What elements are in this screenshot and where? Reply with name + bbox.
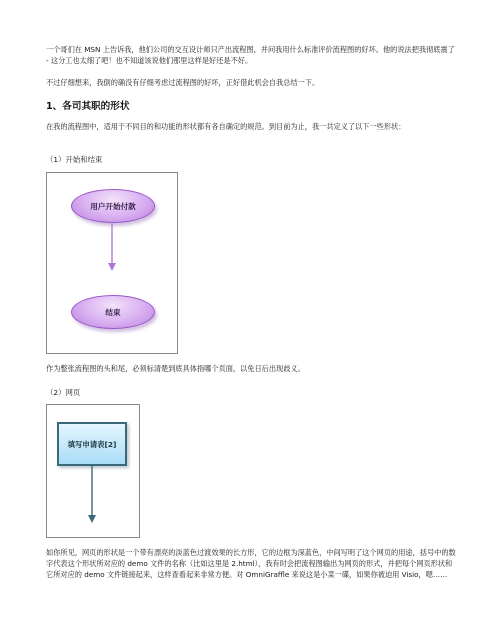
webpage-figure (46, 404, 140, 538)
intro-paragraph: 一个哥们在 MSN 上告诉我，他们公司的交互设计师只产出流程图，并问我用什么标准评价流程图的好坏。他的说法把我彻底震了 - 这分工也太细了吧！也不知道该说他们那里这样是好还是不好。 (46, 45, 455, 65)
subsection-start-end: （1）开始和结束 (46, 155, 103, 164)
section-heading: 1、各司其职的形状 (46, 101, 130, 112)
section-paragraph: 在我的流程图中，适用于不同目的和功能的形状都有各自确定的规范。到目前为止，我一共定义了以下一些形状： (46, 122, 406, 131)
webpage-shape: 填写申请表[2] (57, 422, 127, 466)
start-end-figure (46, 172, 178, 354)
flow-arrow (47, 405, 139, 537)
start-ellipse: 用户开始付款 (71, 189, 155, 223)
caption-webpage: 如你所见，网页的形状是一个带有漂亮的淡蓝色过渡效果的长方形，它的边框为深蓝色，中间写明了这个网页的用途，括号中的数字代表这个形状所对应的 demo 文件的名称（比如这里是 2.html），我有时会把流程图输出为网页的形式，并把每个网页形状和它所对应的 demo 文件链接起来，这样查看起来非常方便。对 OmniGraffle 来说这是小菜一碟，如果你被迫用 Visio，嗯…… (46, 548, 456, 579)
reflection-paragraph: 不过仔细想来，我倒的确没有仔细考虑过流程图的好坏，正好借此机会自我总结一下。 (46, 78, 320, 87)
subsection-webpage: （2）网页 (46, 388, 81, 397)
end-ellipse: 结束 (71, 295, 155, 329)
caption-start-end: 作为整张流程图的头和尾，必须标清楚到底具体指哪个页面，以免日后出现歧义。 (46, 364, 305, 373)
